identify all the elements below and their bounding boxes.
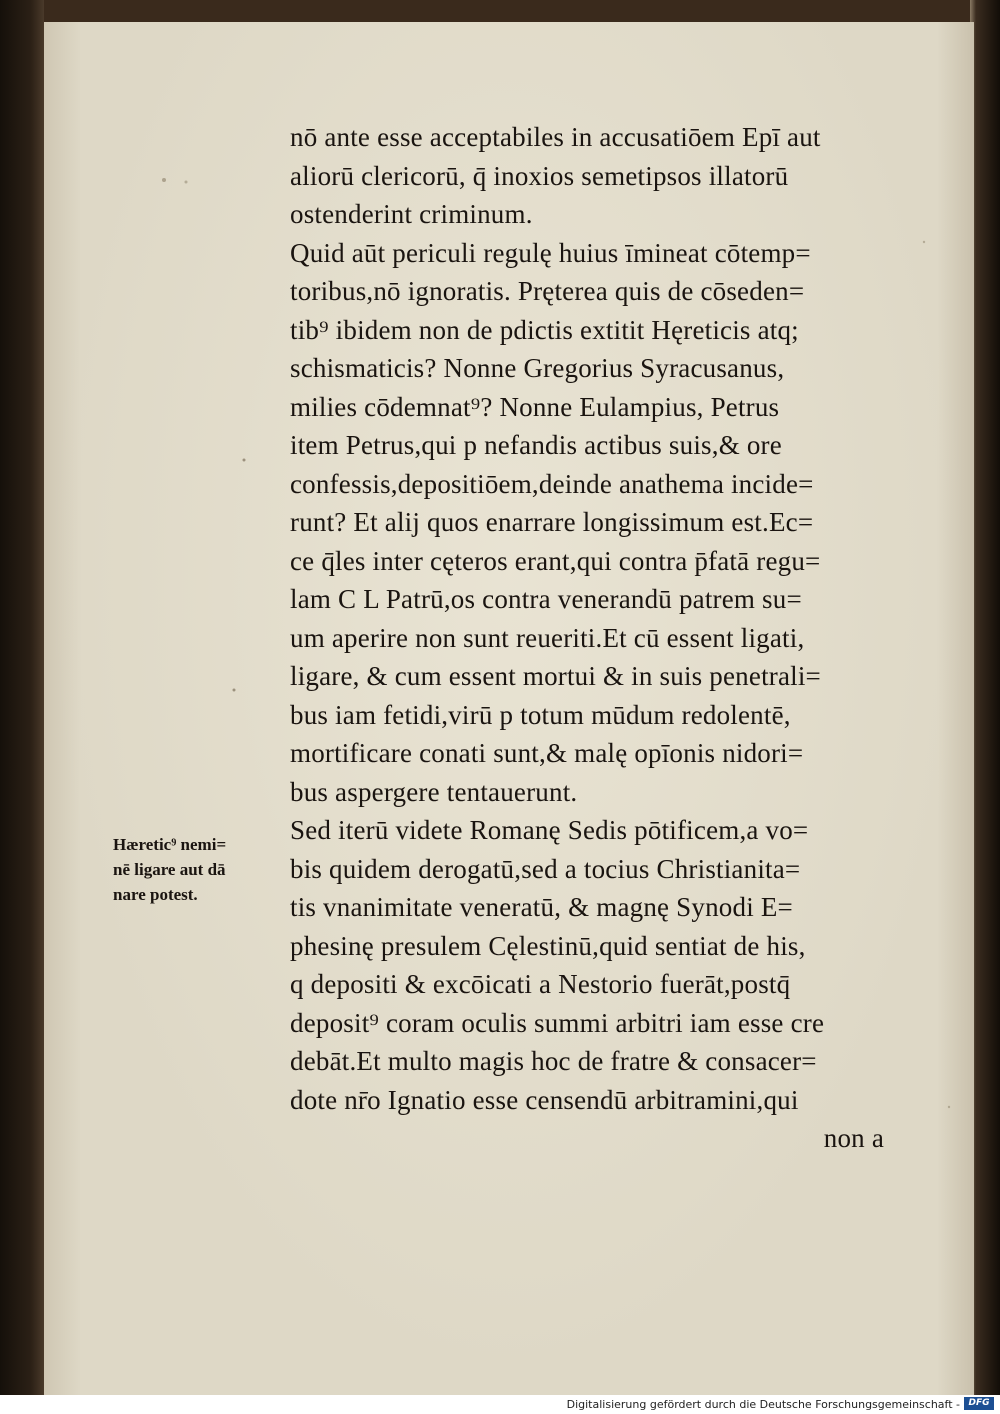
text-line: item Petrus,qui p nefandis actibus suis,& ore	[290, 430, 782, 460]
dfg-logo-icon: DFG	[964, 1397, 994, 1410]
text-line: q depositi & excōicati a Nestorio fuerāt,postq̄	[290, 969, 791, 999]
text-line: bus aspergere tentauerunt.	[290, 776, 578, 807]
text-line: dote nr̄o Ignatio esse censendū arbitramini,qui	[290, 1084, 799, 1115]
text-line: Sed iterū videte Romanę Sedis pōtificem,a vo=	[290, 815, 809, 845]
text-line: nō ante esse acceptabiles in accusatiōem Epī aut	[290, 122, 821, 152]
margin-note-line: Hæretic⁹ nemi=	[113, 835, 227, 854]
text-line: Quid aūt periculi regulę huius īmineat cōtemp=	[290, 237, 811, 268]
footer-credit: Digitalisierung gefördert durch die Deutsche Forschungsgemeinschaft -	[566, 1398, 960, 1411]
main-text-block	[290, 118, 940, 1158]
text-line: schismaticis? Nonne Gregorius Syracusanus,	[290, 353, 785, 383]
text-line: ostenderint criminum.	[290, 199, 533, 229]
gutter-shadow	[0, 0, 44, 1395]
text-line: ligare, & cum essent mortui & in suis penetrali=	[290, 661, 821, 691]
text-line: mortificare conati sunt,& malę opīonis nidori=	[290, 738, 804, 768]
margin-note	[113, 832, 293, 907]
margin-note-line: nē ligare aut dā	[113, 860, 226, 879]
text-line: phesinę presulem Cęlestinū,quid sentiat de his,	[290, 930, 806, 961]
text-line: ce q̄les inter cęteros erant,qui contra p̄fatā regu=	[290, 545, 821, 576]
margin-note-line: nare potest.	[113, 885, 198, 904]
text-line: tib⁹ ibidem non de pdictis extitit Hęreticis atq;	[290, 314, 799, 345]
page-edge-shadow	[970, 0, 1000, 1395]
text-line: um aperire non sunt reueriti.Et cū essent ligati,	[290, 622, 805, 653]
text-line: debāt.Et multo magis hoc de fratre & consacer=	[290, 1046, 817, 1076]
text-line: tis vnanimitate veneratū, & magnę Synodi E=	[290, 892, 793, 922]
text-line: deposit⁹ coram oculis summi arbitri iam esse cre	[290, 1007, 825, 1038]
text-line: toribus,nō ignoratis. Pręterea quis de cōseden=	[290, 276, 805, 306]
text-line: aliorū clericorū, q̄ inoxios semetipsos illatorū	[290, 160, 789, 191]
text-line: bus iam fetidi,virū p totum mūdum redolentē,	[290, 699, 791, 730]
text-line: lam C L Patrū,os contra venerandū patrem su=	[290, 584, 802, 614]
catchword: non a	[823, 1123, 884, 1153]
text-line: confessis,depositiōem,deinde anathema incide=	[290, 468, 814, 499]
text-line: milies cōdemnat⁹? Nonne Eulampius, Petrus	[290, 391, 780, 422]
text-line: bis quidem derogatū,sed a tocius Christianita=	[290, 853, 801, 884]
text-line: runt? Et alij quos enarrare longissimum est.Ec=	[290, 507, 814, 537]
